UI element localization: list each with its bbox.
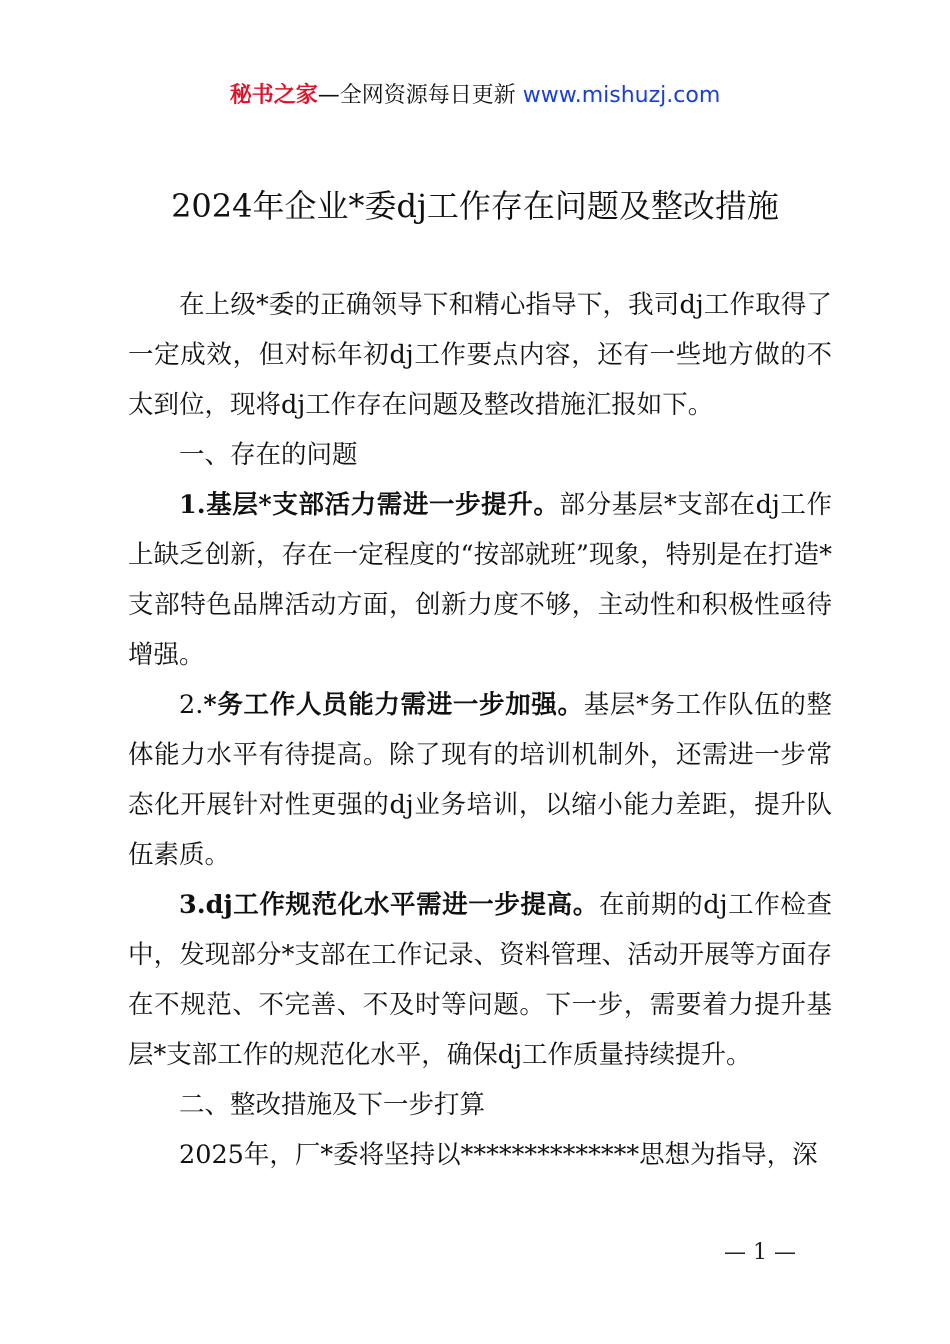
- section-heading-problems: 一、存在的问题: [179, 440, 358, 470]
- problem-item-2-lead: *务工作人员能力需进一步加强。: [203, 690, 584, 720]
- site-url-link[interactable]: www.mishuzj.com: [522, 83, 721, 108]
- problem-item-2: [128, 680, 832, 880]
- site-slogan: —全网资源每日更新: [317, 83, 523, 108]
- site-brand: 秘书之家: [229, 83, 318, 108]
- site-header: [0, 80, 950, 112]
- problem-item-3-lead: 3.dj工作规范化水平需进一步提高。: [179, 890, 599, 920]
- measures-paragraph: 2025年，厂*委将坚持以**************思想为指导，深: [179, 1140, 818, 1170]
- problem-item-1-text: 部分基层*支部在dj工作上缺乏创新，存在一定程度的“按部就班”现象，特别是在打造*支部特色品牌活动方面，创新力度不够，主动性和积极性亟待增强。: [128, 490, 832, 670]
- problem-item-3: [128, 880, 832, 1080]
- document-body: [128, 280, 832, 1180]
- page-number: — 1 —: [724, 1240, 796, 1265]
- problem-item-1: [128, 480, 832, 680]
- problem-item-3-text: 在前期的dj工作检查中，发现部分*支部在工作记录、资料管理、活动开展等方面存在不规范、不完善、不及时等问题。下一步，需要着力提升基层*支部工作的规范化水平，确保dj工作质量持续提升。: [128, 890, 832, 1070]
- document-title: 2024年企业*委dj工作存在问题及整改措施: [171, 187, 779, 225]
- problem-item-1-lead: 1.基层*支部活力需进一步提升。: [179, 490, 560, 520]
- problem-item-2-number: 2.: [179, 690, 204, 720]
- problem-item-2-text: 基层*务工作队伍的整体能力水平有待提高。除了现有的培训机制外，还需进一步常态化开展针对性更强的dj业务培训，以缩小能力差距，提升队伍素质。: [128, 690, 832, 870]
- section-heading-measures: 二、整改措施及下一步打算: [179, 1090, 486, 1120]
- intro-paragraph: 在上级*委的正确领导下和精心指导下，我司dj工作取得了一定成效，但对标年初dj工作要点内容，还有一些地方做的不太到位，现将dj工作存在问题及整改措施汇报如下。: [128, 290, 832, 420]
